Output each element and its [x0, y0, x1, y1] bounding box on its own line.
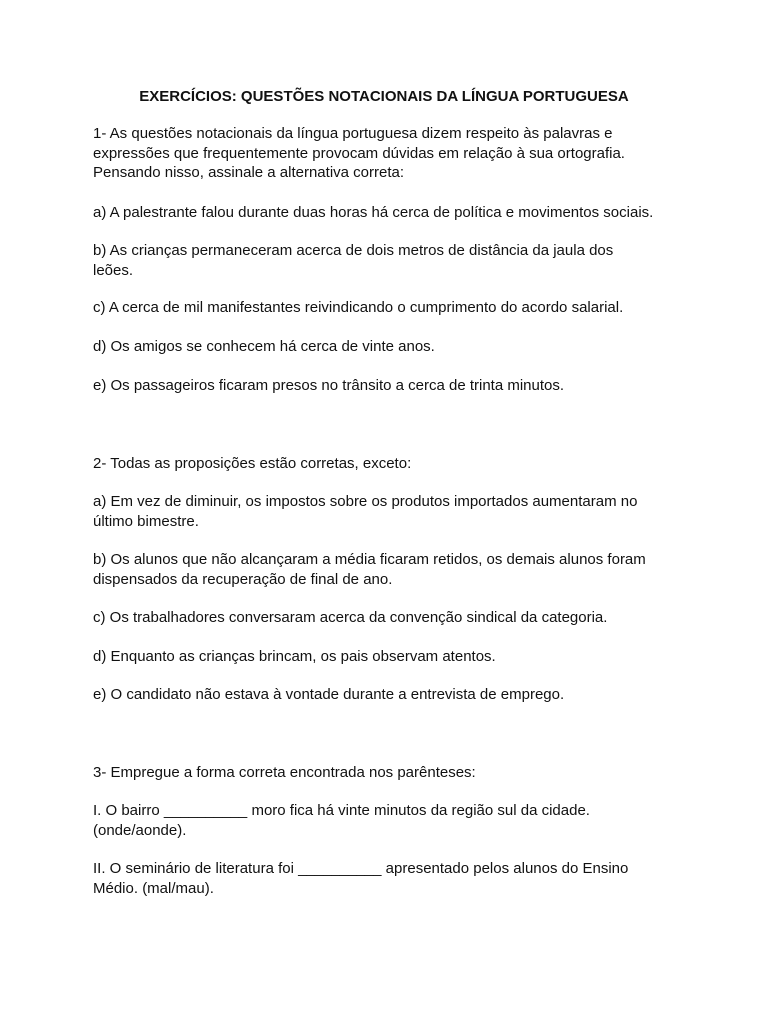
text-line: 3- Empregue a forma correta encontrada nos parênteses: [93, 764, 476, 781]
text-line: dispensados da recuperação de final de ano. [93, 570, 393, 588]
question-2-prompt [93, 454, 693, 474]
question-1-prompt [93, 124, 693, 183]
question-1-option-c [93, 298, 693, 318]
text-line: I. O bairro __________ moro fica há vinte minutos da região sul da cidade. [93, 802, 590, 819]
question-3-item-1 [93, 801, 693, 840]
text-line: e) Os passageiros ficaram presos no trânsito a cerca de trinta minutos. [93, 377, 565, 394]
question-2-option-e [93, 685, 693, 705]
question-1-option-e [93, 376, 693, 396]
text-line: b) As crianças permaneceram acerca de dois metros de distância da jaula dos [93, 242, 614, 259]
text-line: 2- Todas as proposições estão corretas, exceto: [93, 455, 412, 472]
text-line: expressões que frequentemente provocam dúvidas em relação à sua ortografia. [93, 144, 625, 162]
text-line: último bimestre. [93, 512, 199, 530]
document-title: EXERCÍCIOS: QUESTÕES NOTACIONAIS DA LÍNGUA PORTUGUESA [139, 88, 629, 105]
text-line: a) Em vez de diminuir, os impostos sobre os produtos importados aumentaram no [93, 493, 638, 510]
text-line: d) Enquanto as crianças brincam, os pais observam atentos. [93, 648, 496, 665]
question-1-option-a [93, 203, 693, 223]
text-line: e) O candidato não estava à vontade durante a entrevista de emprego. [93, 686, 565, 703]
question-3-item-2 [93, 859, 693, 898]
question-3-prompt [93, 763, 693, 783]
text-line: II. O seminário de literatura foi __________ apresentado pelos alunos do Ensino [93, 860, 629, 877]
text-line: c) A cerca de mil manifestantes reivindicando o cumprimento do acordo salarial. [93, 299, 624, 316]
question-2-option-c [93, 608, 693, 628]
text-line: 1- As questões notacionais da língua portuguesa dizem respeito às palavras e [93, 125, 613, 142]
question-2-option-d [93, 647, 693, 667]
question-2-option-b [93, 550, 693, 589]
text-line: Pensando nisso, assinale a alternativa correta: [93, 164, 405, 181]
text-line: a) A palestrante falou durante duas horas há cerca de política e movimentos sociais. [93, 204, 654, 221]
question-1-option-b [93, 241, 693, 280]
text-line: leões. [93, 261, 134, 279]
question-1-option-d [93, 337, 693, 357]
question-2-option-a [93, 492, 693, 531]
text-line: d) Os amigos se conhecem há cerca de vinte anos. [93, 338, 435, 355]
text-line: Médio. (mal/mau). [93, 879, 214, 897]
text-line: (onde/aonde). [93, 821, 187, 839]
text-line: c) Os trabalhadores conversaram acerca da convenção sindical da categoria. [93, 609, 608, 626]
text-line: b) Os alunos que não alcançaram a média ficaram retidos, os demais alunos foram [93, 551, 646, 568]
